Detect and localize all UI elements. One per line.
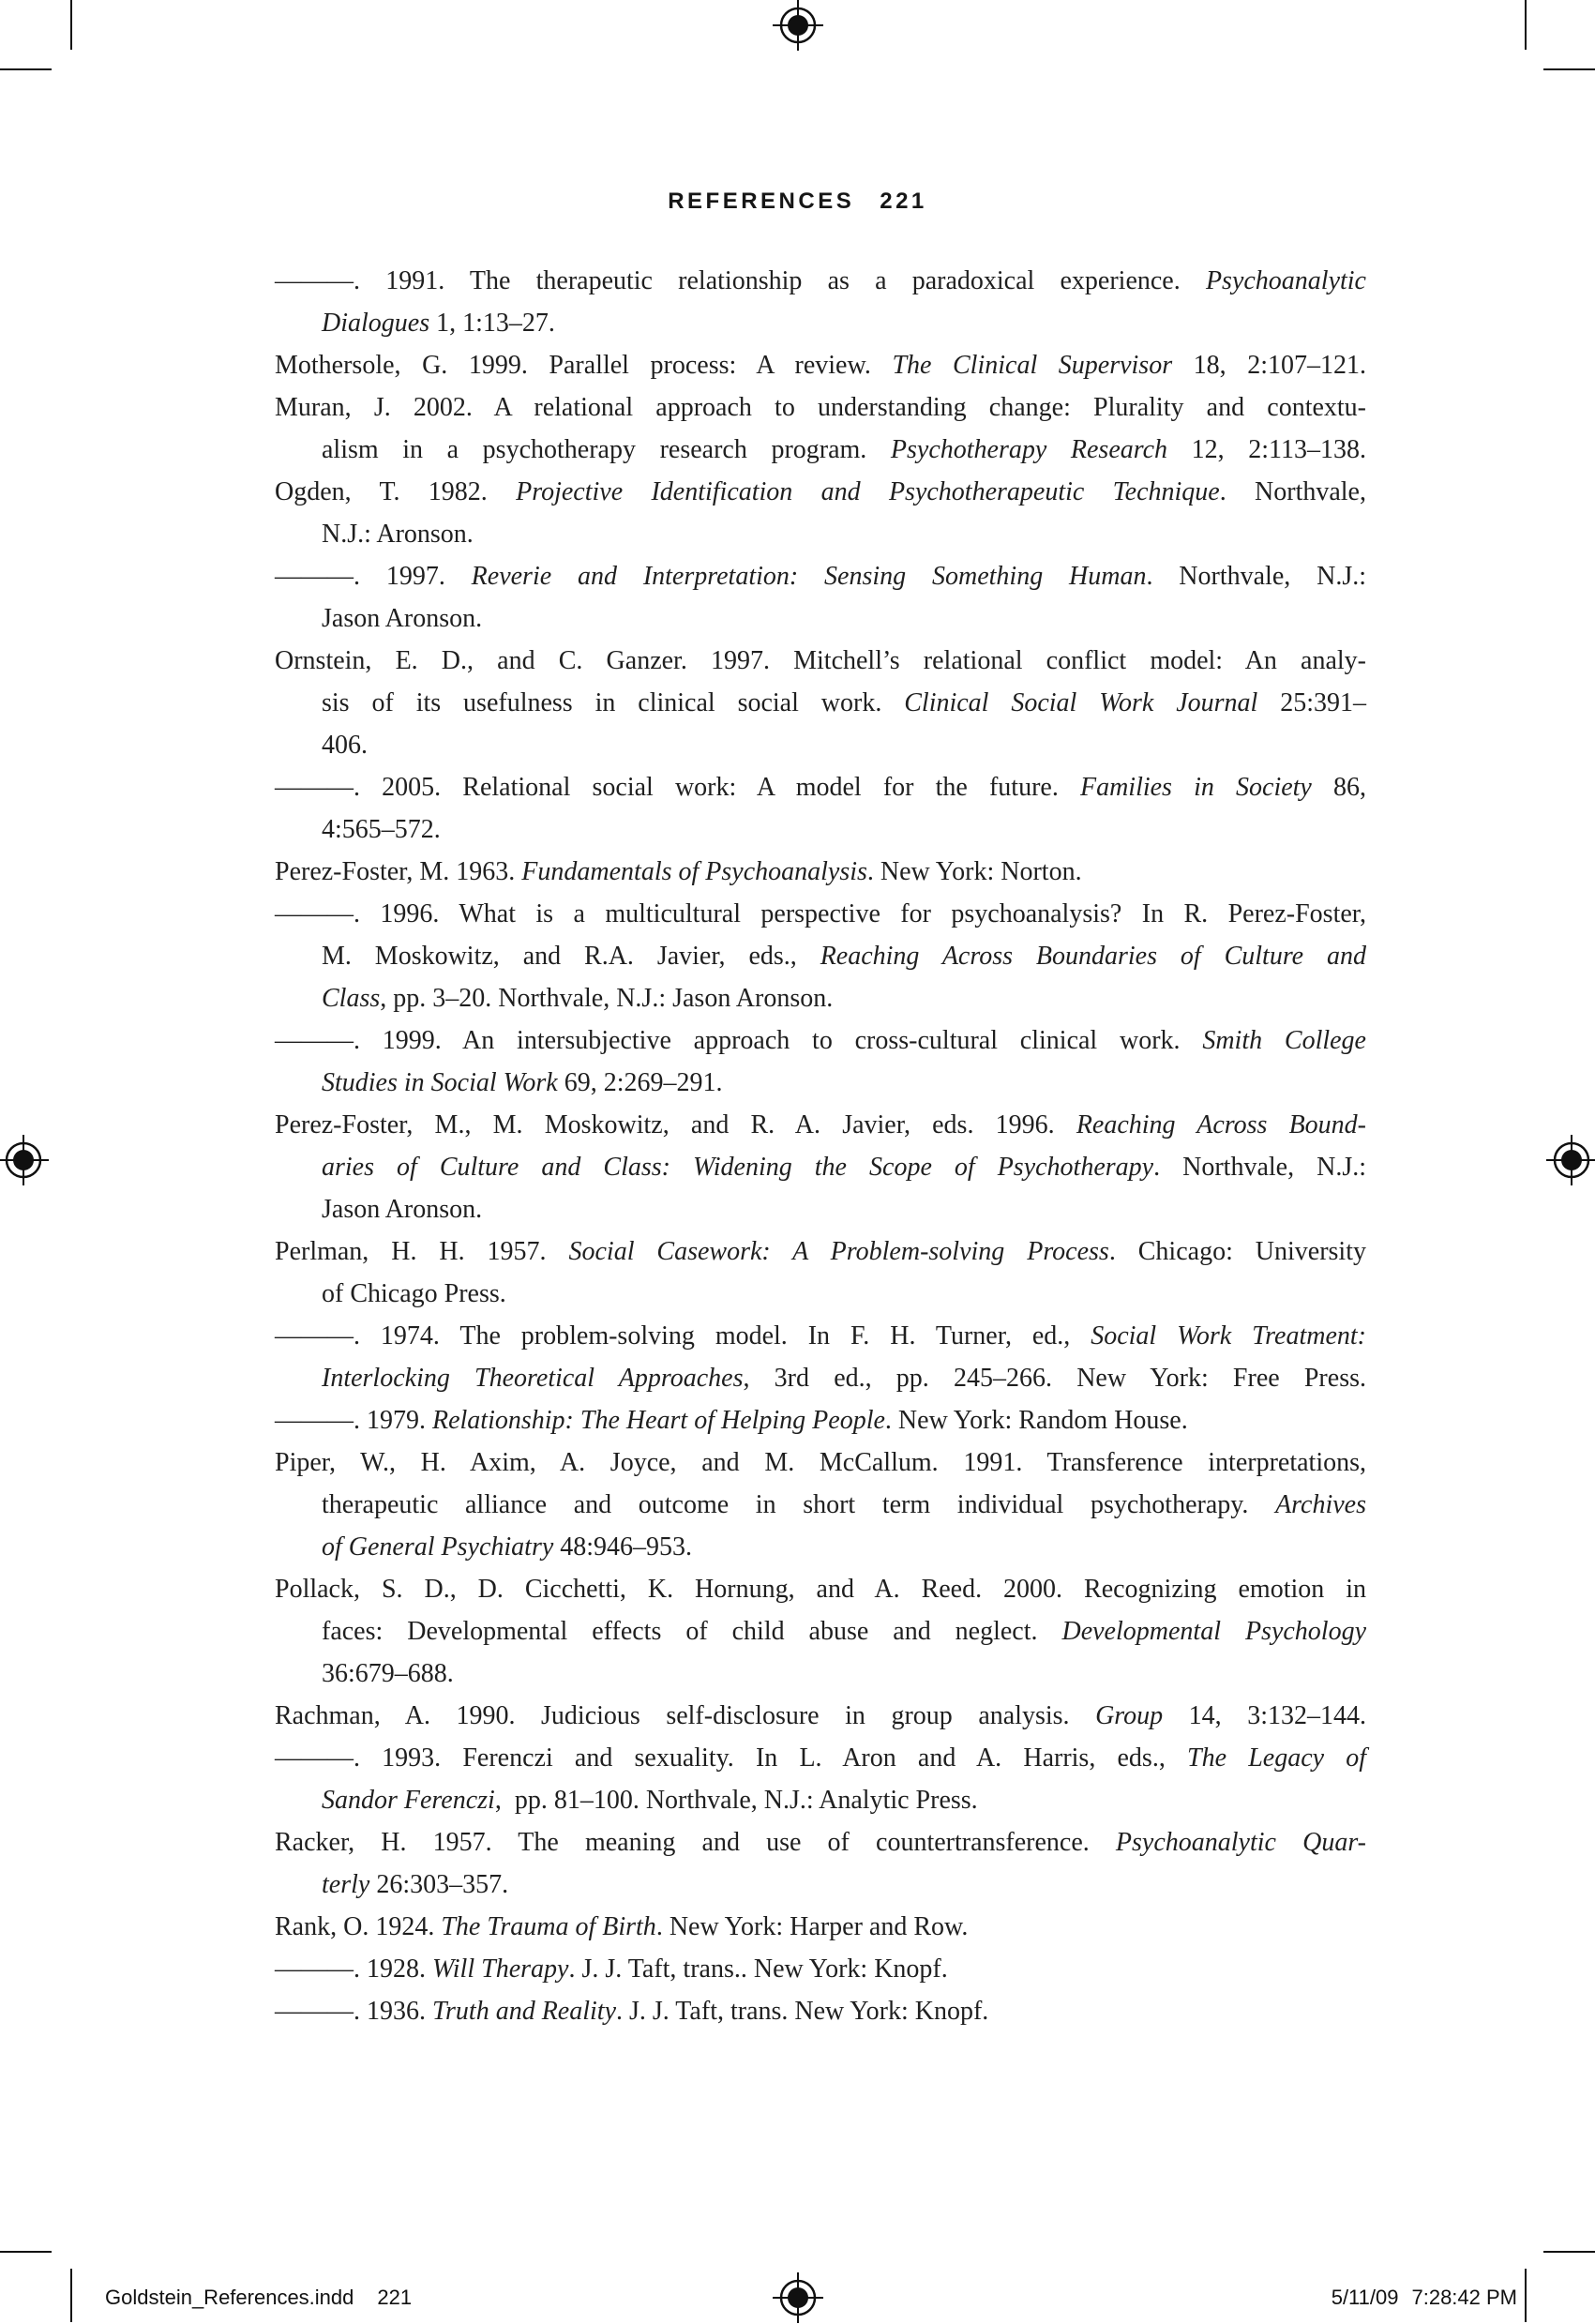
reference-line: Jason Aronson. <box>322 1195 483 1224</box>
reference-line: ———. 1979. Relationship: The Heart of Helping People. New York: Random House. <box>275 1406 1188 1435</box>
reference-entry <box>275 260 1366 344</box>
reference-entry <box>275 471 1366 555</box>
reference-line: Perez-Foster, M., M. Moskowitz, and R. A. Javier, eds. 1996. Reaching Across Bound- <box>275 1110 1367 1139</box>
reference-entry <box>275 1315 1366 1399</box>
reference-line: sis of its usefulness in clinical social work. Clinical Social Work Journal 25:391– <box>322 688 1367 717</box>
reference-line: 406. <box>322 731 368 760</box>
reference-line: therapeutic alliance and outcome in short term individual psychotherapy. Archives <box>322 1490 1366 1519</box>
reference-line: alism in a psychotherapy research program. Psychotherapy Research 12, 2:113–138. <box>322 435 1366 464</box>
reference-entry <box>275 1230 1366 1315</box>
reference-entry <box>275 386 1366 471</box>
reference-entry <box>275 1441 1366 1568</box>
reference-line: Perez-Foster, M. 1963. Fundamentals of Psychoanalysis. New York: Norton. <box>275 857 1082 886</box>
slug-date: 5/11/09 <box>1331 2286 1399 2309</box>
crop-mark <box>1525 0 1527 50</box>
crop-mark <box>0 2251 52 2253</box>
registration-mark-icon <box>1545 1134 1595 1186</box>
slug-filename: Goldstein_References.indd <box>105 2286 354 2309</box>
running-head-page-number: 221 <box>880 189 927 214</box>
reference-line: ———. 1936. Truth and Reality. J. J. Taft, trans. New York: Knopf. <box>275 1997 989 2026</box>
reference-line: Piper, W., H. Axim, A. Joyce, and M. McCallum. 1991. Transference interpretations, <box>275 1448 1366 1477</box>
reference-line: Dialogues 1, 1:13–27. <box>322 309 555 338</box>
reference-entry <box>275 1821 1366 1906</box>
reference-line: ———. 2005. Relational social work: A model for the future. Families in Society 86, <box>275 773 1367 802</box>
reference-entry <box>275 1948 1366 1990</box>
reference-line: aries of Culture and Class: Widening the Scope of Psychotherapy. Northvale, N.J.: <box>322 1153 1366 1182</box>
reference-line: ———. 1997. Reverie and Interpretation: Sensing Something Human. Northvale, N.J.: <box>275 562 1366 591</box>
running-head-label: REFERENCES <box>668 189 855 214</box>
reference-line: Perlman, H. H. 1957. Social Casework: A Problem-solving Process. Chicago: University <box>275 1237 1366 1266</box>
crop-mark <box>70 2269 72 2322</box>
reference-line: Studies in Social Work 69, 2:269–291. <box>322 1068 723 1097</box>
reference-line: ———. 1974. The problem-solving model. In F. H. Turner, ed., Social Work Treatment: <box>275 1321 1366 1351</box>
reference-line: ———. 1928. Will Therapy. J. J. Taft, trans.. New York: Knopf. <box>275 1954 948 1984</box>
slug-page-number: 221 <box>377 2286 413 2309</box>
reference-line: of General Psychiatry 48:946–953. <box>322 1532 693 1562</box>
reference-entry <box>275 1737 1366 1821</box>
reference-line: faces: Developmental effects of child abuse and neglect. Developmental Psychology <box>322 1617 1367 1646</box>
reference-entry <box>275 766 1366 851</box>
slug-footer-left <box>105 2286 412 2310</box>
reference-line: Ornstein, E. D., and C. Ganzer. 1997. Mitchell’s relational conflict model: An analy- <box>275 646 1366 675</box>
reference-line: Interlocking Theoretical Approaches, 3rd ed., pp. 245–266. New York: Free Press. <box>322 1364 1366 1393</box>
reference-line: Mothersole, G. 1999. Parallel process: A review. The Clinical Supervisor 18, 2:107–121. <box>275 351 1367 380</box>
reference-line: Sandor Ferenczi, pp. 81–100. Northvale, N.J.: Analytic Press. <box>322 1786 978 1815</box>
reference-entry <box>275 1019 1366 1104</box>
reference-entry <box>275 1104 1366 1230</box>
reference-entry <box>275 1990 1366 2032</box>
crop-mark <box>1543 68 1595 70</box>
crop-mark <box>70 0 72 50</box>
reference-line: Rachman, A. 1990. Judicious self-disclosure in group analysis. Group 14, 3:132–144. <box>275 1701 1366 1730</box>
reference-entry <box>275 555 1366 640</box>
reference-line: Class, pp. 3–20. Northvale, N.J.: Jason Aronson. <box>322 984 834 1013</box>
references-list <box>275 260 1366 2032</box>
registration-mark-icon <box>0 1134 50 1186</box>
reference-line: ———. 1996. What is a multicultural perspective for psychoanalysis? In R. Perez-Foster, <box>275 899 1366 928</box>
crop-mark <box>1525 2269 1527 2322</box>
reference-entry <box>275 344 1366 386</box>
reference-line: N.J.: Aronson. <box>322 520 474 549</box>
reference-line: of Chicago Press. <box>322 1279 506 1308</box>
reference-line: 36:679–688. <box>322 1659 454 1688</box>
reference-line: Muran, J. 2002. A relational approach to understanding change: Plurality and contextu- <box>275 393 1366 422</box>
reference-entry <box>275 1568 1366 1695</box>
reference-entry <box>275 1695 1366 1737</box>
reference-line: Ogden, T. 1982. Projective Identification and Psychotherapeutic Technique. Northvale, <box>275 477 1366 506</box>
reference-line: Pollack, S. D., D. Cicchetti, K. Hornung, and A. Reed. 2000. Recognizing emotion in <box>275 1575 1366 1604</box>
reference-entry <box>275 1906 1366 1948</box>
slug-time: 7:28:42 PM <box>1411 2286 1517 2309</box>
reference-entry <box>275 640 1366 766</box>
crop-mark <box>1543 2251 1595 2253</box>
reference-line: Rank, O. 1924. The Trauma of Birth. New York: Harper and Row. <box>275 1912 969 1941</box>
reference-entry <box>275 851 1366 893</box>
reference-line: ———. 1993. Ferenczi and sexuality. In L. Aron and A. Harris, eds., The Legacy of <box>275 1743 1366 1773</box>
registration-mark-icon <box>772 0 824 52</box>
registration-mark-icon <box>772 2271 824 2324</box>
reference-line: 4:565–572. <box>322 815 441 844</box>
reference-entry <box>275 1399 1366 1441</box>
crop-mark <box>0 68 52 70</box>
reference-line: ———. 1999. An intersubjective approach to cross-cultural clinical work. Smith College <box>275 1026 1366 1055</box>
reference-line: ———. 1991. The therapeutic relationship as a paradoxical experience. Psychoanalytic <box>275 266 1366 295</box>
reference-line: M. Moskowitz, and R.A. Javier, eds., Reaching Across Boundaries of Culture and <box>322 942 1366 971</box>
slug-footer-right <box>1332 2286 1517 2310</box>
reference-entry <box>275 893 1366 1019</box>
reference-line: Racker, H. 1957. The meaning and use of countertransference. Psychoanalytic Quar- <box>275 1828 1366 1857</box>
running-head <box>0 189 1595 215</box>
reference-line: Jason Aronson. <box>322 604 483 633</box>
reference-line: terly 26:303–357. <box>322 1870 509 1899</box>
